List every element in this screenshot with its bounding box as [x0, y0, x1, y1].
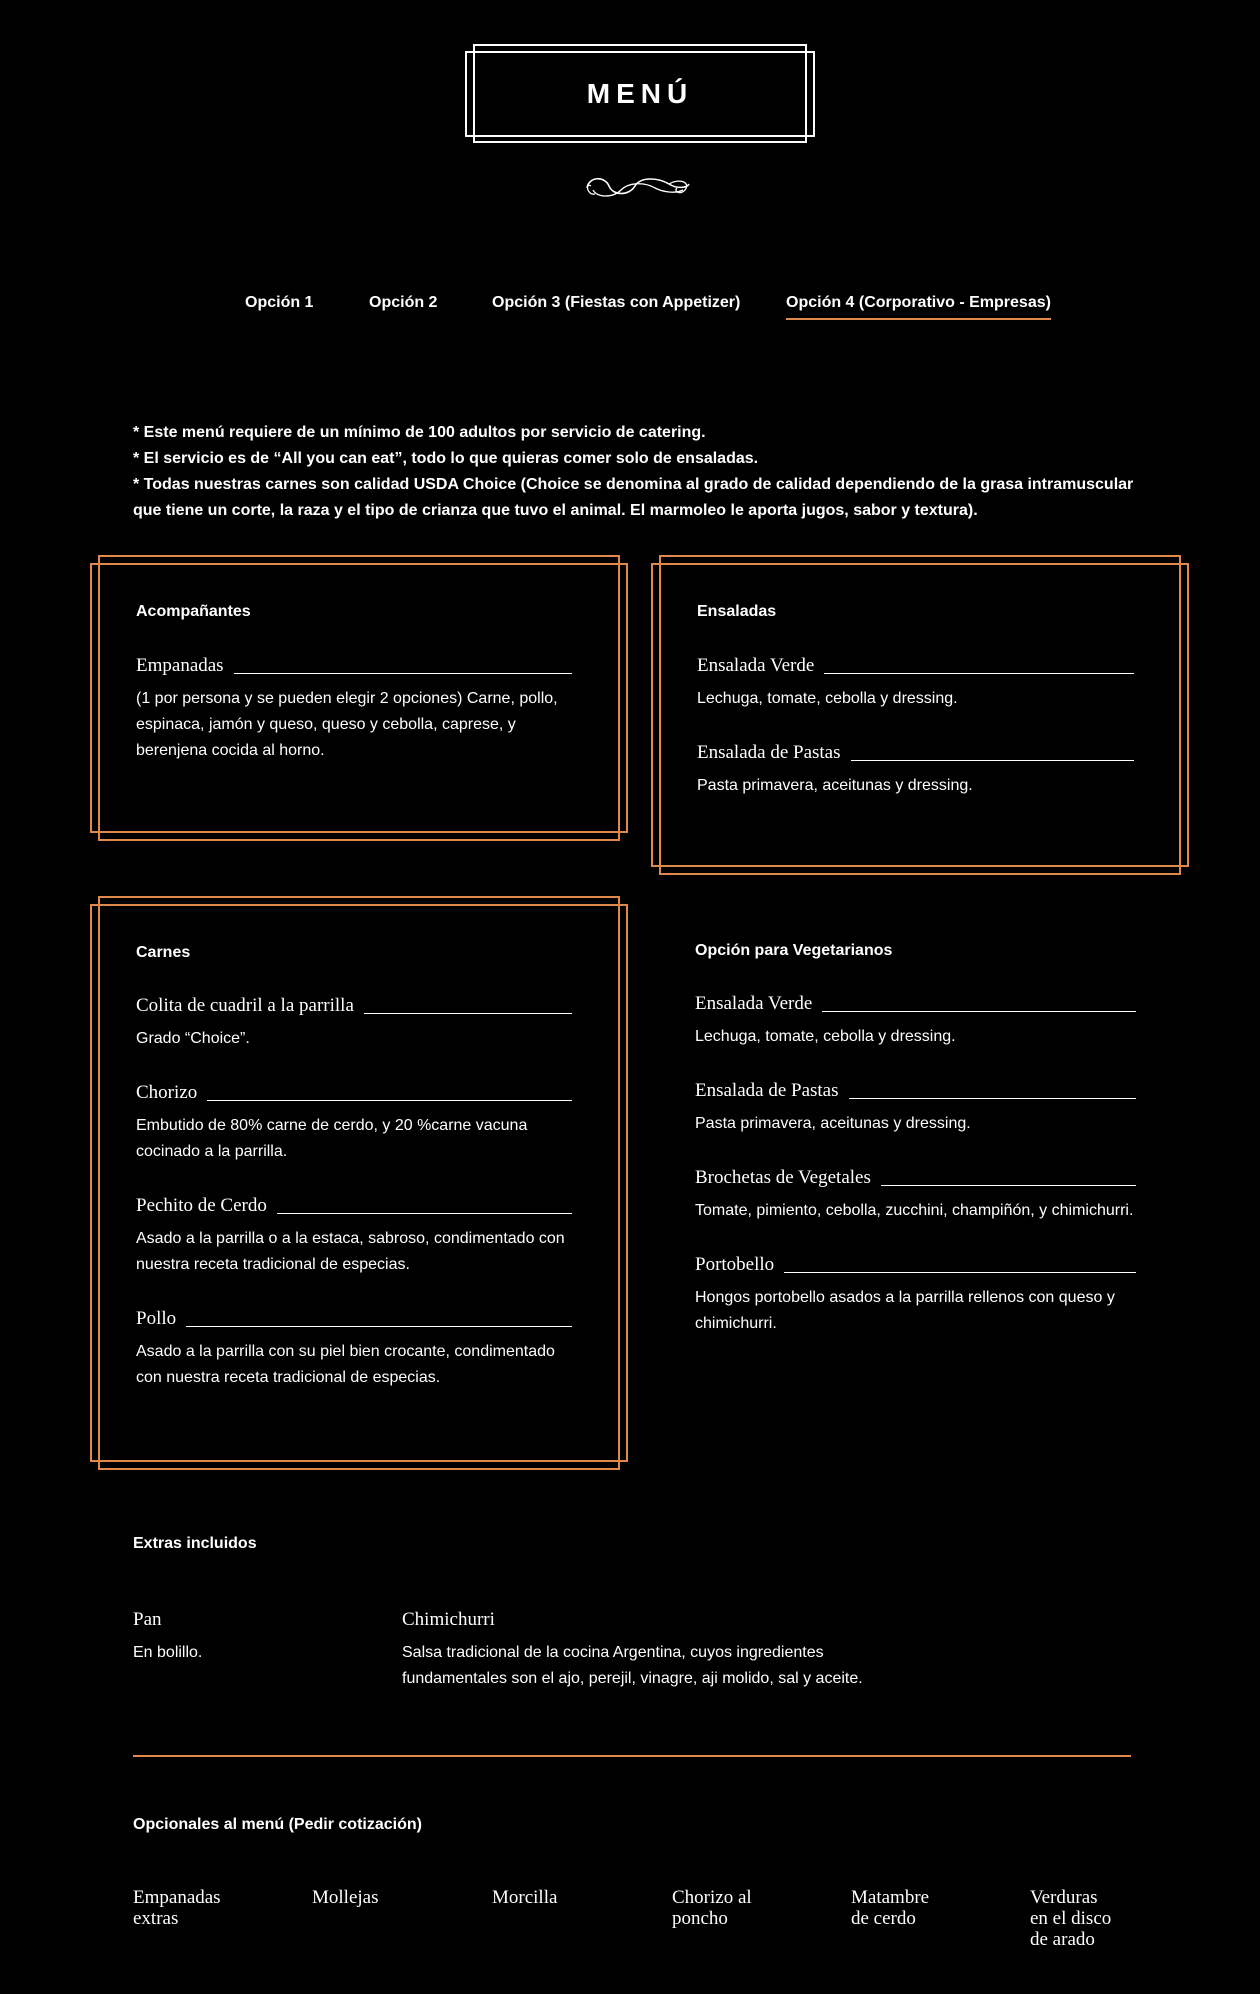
tab-opcion-1[interactable]: Opción 1: [245, 294, 314, 311]
item-description: (1 por persona y se pueden elegir 2 opciones) Carne, pollo, espinaca, jamón y queso, queso y cebolla, caprese, y berenjena cocida al horno.: [136, 690, 558, 759]
optional-item-matambre: [851, 1887, 929, 1929]
item-divider: [207, 1100, 572, 1101]
menu-item: [136, 1194, 572, 1278]
item-divider: [364, 1013, 572, 1014]
item-divider: [784, 1272, 1136, 1273]
extra-item: [133, 1608, 363, 1666]
menu-title-frame: [465, 45, 815, 143]
item-description: Lechuga, tomate, cebolla y dressing.: [695, 1028, 956, 1045]
optional-item-morcilla: [492, 1887, 557, 1908]
item-divider: [277, 1213, 572, 1214]
item-name: Pollo: [136, 1308, 177, 1329]
note-all-you-can-eat: * El servicio es de “All you can eat”, todo lo que quieras comer solo de ensaladas.: [133, 450, 759, 467]
optional-item-line: de arado: [1030, 1929, 1095, 1950]
item-name: Ensalada de Pastas: [695, 1080, 839, 1101]
item-description: Asado a la parrilla o a la estaca, sabroso, condimentado con nuestra receta tradicional de especias.: [136, 1230, 565, 1273]
item-divider: [881, 1185, 1136, 1186]
menu-notes: [133, 420, 1143, 524]
menu-item: [697, 741, 1134, 799]
item-name: Ensalada de Pastas: [697, 742, 841, 763]
menu-item: [136, 994, 572, 1052]
item-divider: [186, 1326, 572, 1327]
item-description: Lechuga, tomate, cebolla y dressing.: [697, 690, 958, 707]
item-description: Grado “Choice”.: [136, 1030, 250, 1047]
optional-item-empanadas: [133, 1887, 221, 1929]
item-description: Pasta primavera, aceitunas y dressing.: [695, 1115, 971, 1132]
item-name: Brochetas de Vegetales: [695, 1167, 871, 1188]
item-name: Empanadas: [136, 655, 224, 676]
extra-item: [402, 1608, 882, 1692]
optional-item-line: Matambre: [851, 1887, 930, 1908]
flourish-ornament-icon: [583, 170, 693, 204]
optional-item-line: poncho: [672, 1908, 728, 1929]
menu-item: [136, 654, 572, 764]
tab-opcion-3[interactable]: Opción 3 (Fiestas con Appetizer): [492, 294, 741, 311]
optional-item-line: Verduras: [1030, 1887, 1098, 1908]
item-description: Tomate, pimiento, cebolla, zucchini, champiñón, y chimichurri.: [695, 1202, 1134, 1219]
item-divider: [234, 673, 572, 674]
optional-item-mollejas: [312, 1887, 379, 1908]
vegetarianos-title: Opción para Vegetarianos: [695, 942, 893, 959]
opcionales-title: Opcionales al menú (Pedir cotización): [133, 1816, 422, 1833]
section-divider: [133, 1755, 1131, 1757]
optional-item-line: Chorizo al: [672, 1887, 752, 1908]
item-name: Portobello: [695, 1254, 775, 1275]
optional-item-line: Mollejas: [312, 1887, 379, 1908]
item-name: Colita de cuadril a la parrilla: [136, 995, 354, 1016]
menu-item: [695, 1079, 1136, 1137]
item-description: Embutido de 80% carne de cerdo, y 20 %carne vacuna cocinado a la parrilla.: [136, 1117, 528, 1160]
menu-item: [695, 1253, 1136, 1337]
optional-item-line: Morcilla: [492, 1887, 558, 1908]
menu-item: [695, 1166, 1136, 1224]
item-name: Pechito de Cerdo: [136, 1195, 267, 1216]
page-title: MENÚ: [586, 78, 694, 109]
item-divider: [849, 1098, 1136, 1099]
acompanantes-title: Acompañantes: [136, 603, 251, 620]
optional-item-line: extras: [133, 1908, 179, 1929]
ensaladas-title: Ensaladas: [697, 603, 777, 620]
item-description: Salsa tradicional de la cocina Argentina, cuyos ingredientes fundamentales son el ajo, perejil, vinagre, aji molido, sal y aceite.: [402, 1644, 863, 1687]
extras-title: Extras incluidos: [133, 1535, 257, 1552]
item-name: Chimichurri: [402, 1609, 495, 1630]
optional-item-chorizo: [672, 1887, 752, 1929]
item-divider: [824, 673, 1134, 674]
item-name: Ensalada Verde: [695, 993, 813, 1014]
menu-item: [695, 992, 1136, 1050]
note-usda-choice: * Todas nuestras carnes son calidad USDA Choice (Choice se denomina al grado de calidad dependiendo de la grasa intramuscular que tiene un corte, la raza y el tipo de crianza que tuvo el animal. El marmoleo le aporta jugos, sabor y textura).: [133, 476, 1134, 519]
item-name: Pan: [133, 1609, 162, 1630]
item-description: Asado a la parrilla con su piel bien crocante, condimentado con nuestra receta tradicional de especias.: [136, 1343, 555, 1386]
tab-opcion-2[interactable]: Opción 2: [369, 294, 438, 311]
menu-item: [697, 654, 1134, 712]
tab-opcion-4[interactable]: Opción 4 (Corporativo - Empresas): [786, 294, 1051, 320]
item-divider: [851, 760, 1134, 761]
optional-item-line: en el disco: [1030, 1908, 1112, 1929]
item-description: En bolillo.: [133, 1644, 203, 1661]
note-minimum: * Este menú requiere de un mínimo de 100 adultos por servicio de catering.: [133, 424, 706, 441]
item-divider: [822, 1011, 1136, 1012]
carnes-title: Carnes: [136, 944, 191, 961]
item-description: Hongos portobello asados a la parrilla rellenos con queso y chimichurri.: [695, 1289, 1115, 1332]
item-name: Chorizo: [136, 1082, 198, 1103]
menu-item: [136, 1081, 572, 1165]
optional-item-verduras: [1030, 1887, 1111, 1950]
optional-item-line: de cerdo: [851, 1908, 916, 1929]
item-name: Ensalada Verde: [697, 655, 815, 676]
optional-item-line: Empanadas: [133, 1887, 221, 1908]
menu-item: [136, 1307, 572, 1391]
item-description: Pasta primavera, aceitunas y dressing.: [697, 777, 973, 794]
